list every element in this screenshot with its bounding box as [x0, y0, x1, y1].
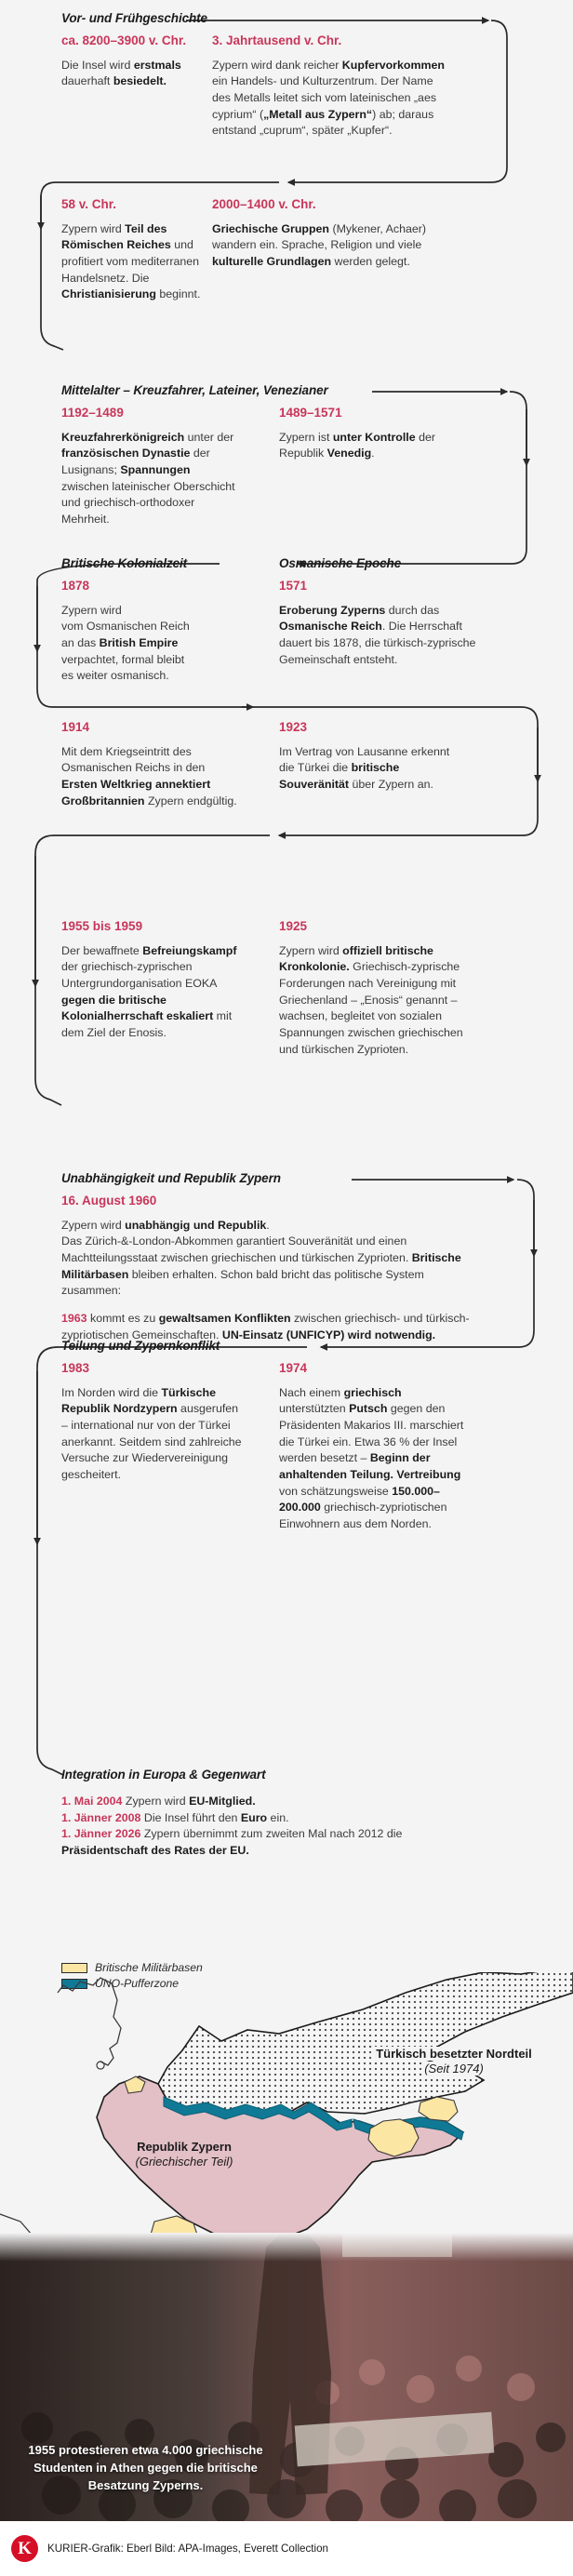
text-e10: Im Vertrag von Lausanne erkennt die Türkei die britische Souveränität über Zypern an.: [279, 744, 450, 792]
modern-item-2: 1. Jänner 2026 Zypern übernimmt zum zweiten Mal nach 2012 die Präsidentschaft des Rates der EU.: [61, 1827, 403, 1857]
era-label-osmanische-epoche: Osmanische Epoche: [279, 556, 402, 570]
date-e9: 1914: [61, 720, 90, 734]
text-e13-sub: 1963 kommt es zu gewaltsamen Konflikten zwischen griechisch- und türkisch-zypriotischen Gemeinschaften. UN-Einsatz (UNFICYP) wird notwendig.: [61, 1311, 470, 1341]
date-e14: 1983: [61, 1361, 90, 1375]
map-label-south: [110, 2140, 259, 2169]
era-label-integration: Integration in Europa & Gegenwart: [61, 1768, 266, 1782]
text-e7: Zypern wird vom Osmanischen Reich an das British Empire verpachtet, formal bleibt es weiter osmanisch.: [61, 603, 190, 683]
text-e9: Mit dem Kriegseintritt des Osmanischen Reichs in den Ersten Weltkrieg annektiert Großbritannien Zypern endgültig.: [61, 744, 237, 808]
modern-item-0: 1. Mai 2004 Zypern wird EU-Mitglied.: [61, 1795, 256, 1808]
legend-swatch-military-bases: [61, 1963, 87, 1973]
text-e5: Kreuzfahrerkönigreich unter der französischen Dynastie der Lusignans; Spannungen zwischen lateinischer Oberschicht und griechisch-orthodoxer Mehrheit.: [61, 430, 235, 526]
text-e12: Zypern wird offiziell britische Kronkolonie. Griechisch-zyprische Forderungen nach Vereinigung mit Griechenland – „Enosis“ genannt – wachsen, begleitet von sozialen Spannungen zwischen griechischen und türkischen Zyprioten.: [279, 943, 463, 1056]
date-e4: 2000–1400 v. Chr.: [212, 197, 316, 211]
era-label-unabhaengigkeit: Unabhängigkeit und Republik Zypern: [61, 1171, 281, 1185]
map-label-north: [370, 2047, 538, 2075]
text-e3: Zypern wird Teil des Römischen Reiches und profitiert vom mediterranen Handelsnetz. Die Christianisierung beginnt.: [61, 221, 201, 301]
text-e8: Eroberung Zyperns durch das Osmanische Reich. Die Herrschaft dauert bis 1878, die türkisch-zyprische Gemeinschaft entsteht.: [279, 603, 476, 666]
date-e8: 1571: [279, 579, 308, 593]
text-e15: Nach einem griechisch unterstützten Putsch gegen den Präsidenten Makarios III. marschiert die Türkei ein. Etwa 36 % der Insel werden besetzt – Beginn der anhaltenden Teilung. Vertreibung von schätzungsweise 150.000–200.000 griechisch-zypriotischen Einwohnern aus dem Norden.: [279, 1385, 464, 1530]
photo-caption: 1955 protestieren etwa 4.000 griechische Studenten in Athen gegen die britische Besatzung Zyperns.: [28, 2443, 263, 2492]
legend-label-military-bases: Britische Militärbasen: [95, 1961, 203, 1974]
turkey-coastline: [58, 1978, 121, 2065]
text-e14: Im Norden wird die Türkische Republik Nordzypern ausgerufen – international nur von der Türkei anerkannt. Seitdem sind zahlreiche Versuche zur Wiedervereinigung gescheitert.: [61, 1385, 242, 1481]
text-e4: Griechische Gruppen (Mykener, Achaer) wandern ein. Sprache, Religion und viele kulturelle Grundlagen werden gelegt.: [212, 221, 426, 269]
text-e13: Zypern wird unabhängig und Republik. Das Zürich-&-London-Abkommen garantiert Souveränität und einen Machtteilungsstaat zwischen griechischen und türkischen Zyprioten. Britische Militärbasen bleiben erhalten. Schon bald bricht das politische System zusammen:: [61, 1218, 461, 1298]
modern-date-1: 1. Jänner 2008: [61, 1810, 141, 1824]
date-e11: 1955 bis 1959: [61, 919, 143, 933]
text-e1: Die Insel wird erstmals dauerhaft besiedelt.: [61, 58, 181, 88]
era-label-britische-kolonialzeit: Britische Kolonialzeit: [61, 556, 188, 570]
legend-label-un-buffer-zone: UNO-Pufferzone: [95, 1977, 180, 1990]
date-e7: 1878: [61, 579, 90, 593]
credit-bar: [0, 2521, 573, 2576]
date-e1: ca. 8200–3900 v. Chr.: [61, 33, 187, 47]
modern-date-2: 1. Jänner 2026: [61, 1827, 141, 1841]
map-label-south-sub: (Griechischer Teil): [135, 2154, 233, 2169]
text-e2: Zypern wird dank reicher Kupfervorkommen ein Handels- und Kulturzentrum. Der Name des Metalls leitet sich vom lateinischen „aes cyprium“ („Metall aus Zypern“) ab; daraus entstand „cuprum“, später „Kupfer“.: [212, 58, 445, 138]
era-label-mittelalter: Mittelalter – Kreuzfahrer, Lateiner, Venezianer: [61, 383, 328, 397]
era-label-teilung: Teilung und Zypernkonflikt: [61, 1339, 220, 1353]
era-label-vorgeschichte: Vor- und Frühgeschichte: [61, 11, 207, 25]
date-e2: 3. Jahrtausend v. Chr.: [212, 33, 342, 47]
modern-item-1: 1. Jänner 2008 Die Insel führt den Euro ein.: [61, 1810, 289, 1824]
date-e13: 16. August 1960: [61, 1194, 157, 1208]
date-e13-sub: 1963: [61, 1311, 87, 1325]
date-e3: 58 v. Chr.: [61, 197, 117, 211]
credit-text: KURIER-Grafik: Eberl Bild: APA-Images, Everett Collection: [47, 2543, 328, 2555]
date-e5: 1192–1489: [61, 406, 124, 420]
text-e6: Zypern ist unter Kontrolle der Republik Venedig.: [279, 430, 436, 460]
map-label-north-title: Türkisch besetzter Nordteil: [376, 2047, 532, 2061]
date-e10: 1923: [279, 720, 308, 734]
map-label-south-title: Republik Zypern: [137, 2140, 232, 2154]
map-label-north-sub: (Seit 1974): [424, 2061, 484, 2075]
kurier-logo-icon: K: [11, 2535, 38, 2562]
date-e12: 1925: [279, 919, 308, 933]
modern-date-0: 1. Mai 2004: [61, 1795, 123, 1808]
text-e11: Der bewaffnete Befreiungskampf der griechisch-zyprischen Untergrundorganisation EOKA gegen die britische Kolonialherrschaft eskaliert mit dem Ziel der Enosis.: [61, 943, 237, 1039]
date-e6: 1489–1571: [279, 406, 342, 420]
north-cyprus-region: [158, 1972, 573, 2114]
date-e15: 1974: [279, 1361, 308, 1375]
